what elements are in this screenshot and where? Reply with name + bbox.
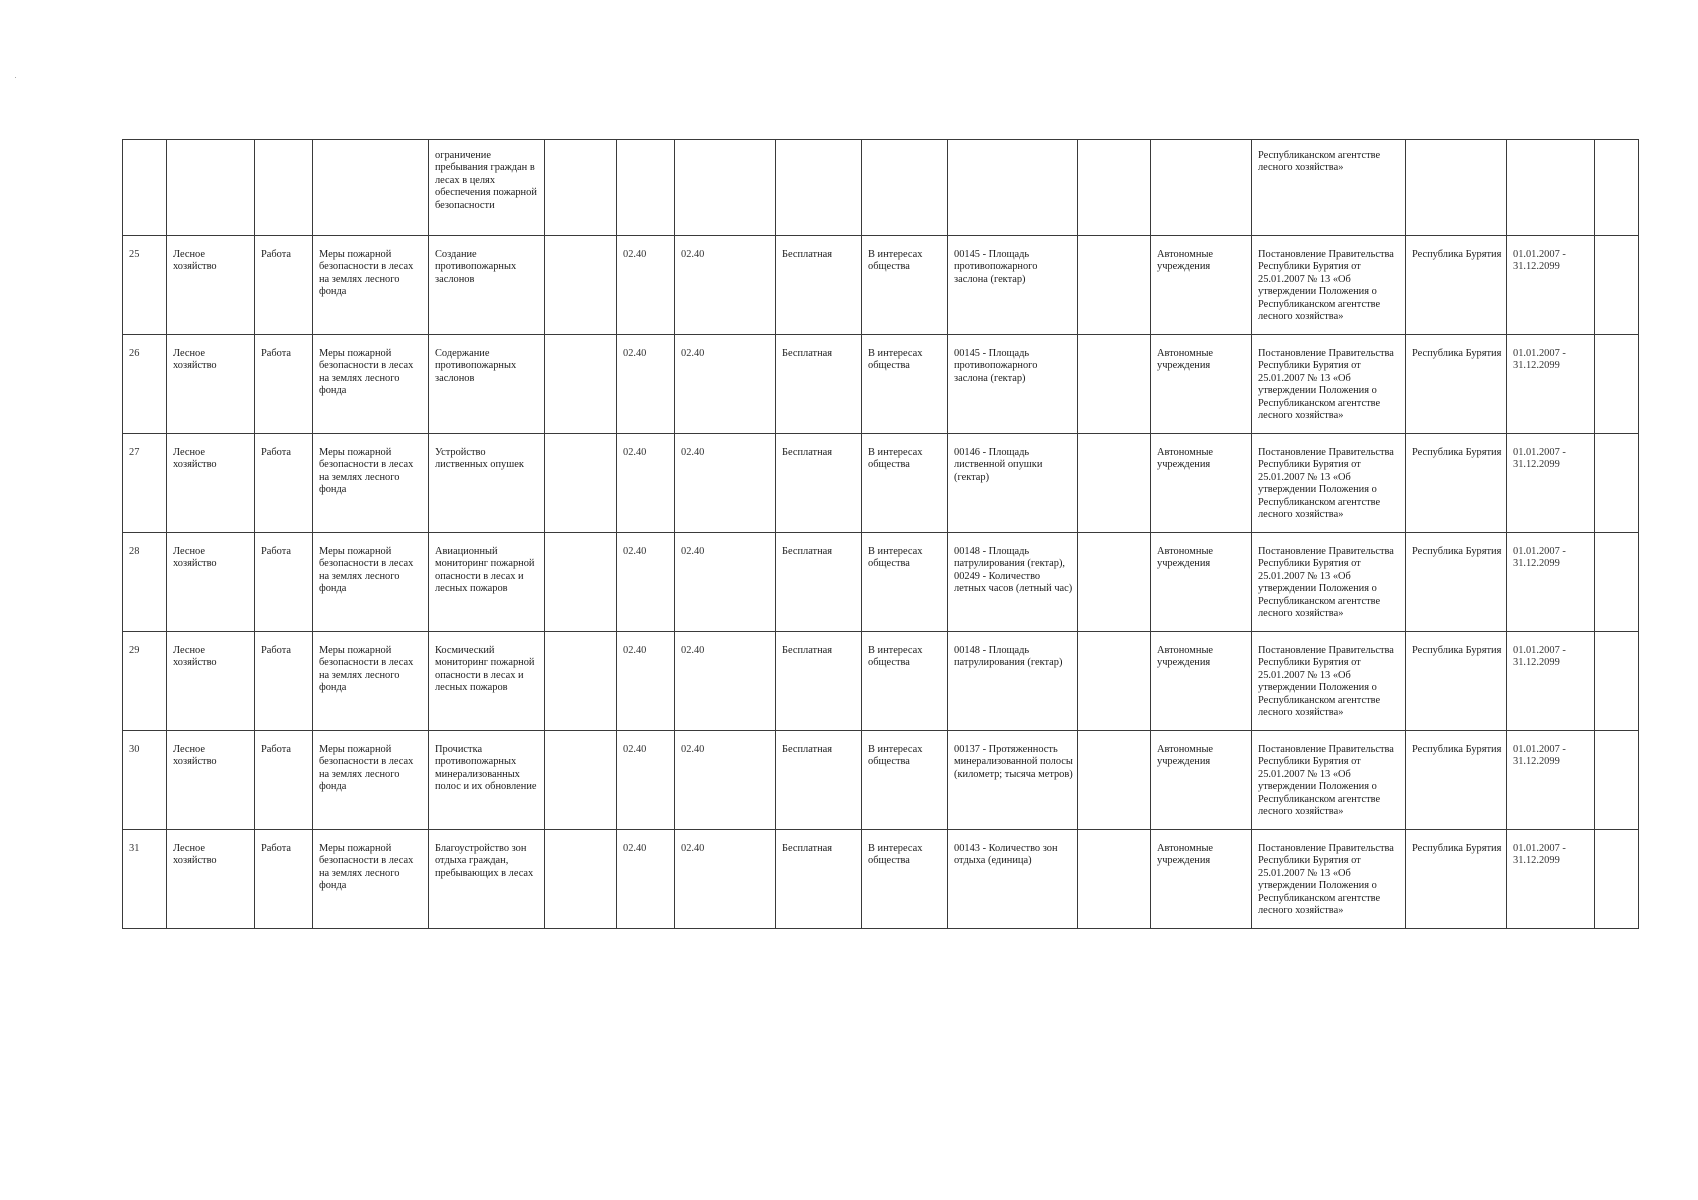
cell-period: 01.01.2007 - 31.12.2099: [1507, 533, 1595, 632]
cell-sector: Лесное хозяйство: [167, 335, 255, 434]
cell-okved-code: 02.40: [617, 830, 675, 929]
cell-period: 01.01.2007 - 31.12.2099: [1507, 434, 1595, 533]
cell-empty: [1078, 830, 1151, 929]
cell-number: 29: [123, 632, 167, 731]
cell-sector: Лесное хозяйство: [167, 632, 255, 731]
cell-sector: Лесное хозяйство: [167, 830, 255, 929]
cell-consumer-interest: В интересах общества: [862, 533, 948, 632]
table-row: [123, 434, 1639, 533]
cell-empty: [1595, 140, 1639, 236]
cell-empty: [862, 140, 948, 236]
cell-service-name: Авиационный мониторинг пожарной опасности в лесах и лесных пожаров: [429, 533, 545, 632]
cell-service-name: Благоустройство зон отдыха граждан, пребывающих в лесах: [429, 830, 545, 929]
cell-activity: Меры пожарной безопасности в лесах на землях лесного фонда: [313, 830, 429, 929]
cell-empty: [123, 140, 167, 236]
cell-volume-indicator: 00146 - Площадь лиственной опушки (гектар): [948, 434, 1078, 533]
cell-sector: Лесное хозяйство: [167, 236, 255, 335]
cell-okved-code-2: 02.40: [675, 236, 776, 335]
cell-empty: [255, 140, 313, 236]
table-row: [123, 632, 1639, 731]
cell-type: Работа: [255, 335, 313, 434]
cell-type: Работа: [255, 632, 313, 731]
cell-period: 01.01.2007 - 31.12.2099: [1507, 236, 1595, 335]
cell-type: Работа: [255, 236, 313, 335]
cell-consumer-interest: В интересах общества: [862, 236, 948, 335]
cell-payment: Бесплатная: [776, 434, 862, 533]
cell-empty: [545, 632, 617, 731]
cell-period: 01.01.2007 - 31.12.2099: [1507, 632, 1595, 731]
cell-empty: [545, 731, 617, 830]
table-row: [123, 731, 1639, 830]
cell-type: Работа: [255, 731, 313, 830]
cell-okved-code: 02.40: [617, 632, 675, 731]
cell-empty: [545, 335, 617, 434]
cell-sector: Лесное хозяйство: [167, 434, 255, 533]
cell-activity: Меры пожарной безопасности в лесах на землях лесного фонда: [313, 434, 429, 533]
cell-payment: Бесплатная: [776, 632, 862, 731]
cell-region: Республика Бурятия: [1406, 731, 1507, 830]
cell-empty: [313, 140, 429, 236]
cell-sector: Лесное хозяйство: [167, 731, 255, 830]
cell-empty: [1151, 140, 1252, 236]
cell-number: 25: [123, 236, 167, 335]
cell-okved-code-2: 02.40: [675, 335, 776, 434]
cell-number: 26: [123, 335, 167, 434]
cell-payment: Бесплатная: [776, 830, 862, 929]
cell-empty: [1078, 731, 1151, 830]
cell-consumer-interest: В интересах общества: [862, 434, 948, 533]
cell-service-name: Космический мониторинг пожарной опасности в лесах и лесных пожаров: [429, 632, 545, 731]
cell-activity: Меры пожарной безопасности в лесах на землях лесного фонда: [313, 236, 429, 335]
cell-okved-code: 02.40: [617, 335, 675, 434]
cell-okved-code: 02.40: [617, 434, 675, 533]
cell-okved-code: 02.40: [617, 533, 675, 632]
cell-volume-indicator: 00143 - Количество зон отдыха (единица): [948, 830, 1078, 929]
cell-region: Республика Бурятия: [1406, 632, 1507, 731]
cell-empty: [1595, 830, 1639, 929]
cell-empty: [776, 140, 862, 236]
cell-volume-indicator: 00148 - Площадь патрулирования (гектар), 00249 - Количество летных часов (летный час): [948, 533, 1078, 632]
cell-okved-code-2: 02.40: [675, 434, 776, 533]
cell-empty: [167, 140, 255, 236]
cell-empty: [1595, 533, 1639, 632]
table-row: [123, 335, 1639, 434]
cell-type: Работа: [255, 434, 313, 533]
cell-empty: [545, 830, 617, 929]
cell-institution-type: Автономные учреждения: [1151, 632, 1252, 731]
cell-region: Республика Бурятия: [1406, 434, 1507, 533]
cell-payment: Бесплатная: [776, 236, 862, 335]
cell-regulation: Постановление Правительства Республики Бурятия от 25.01.2007 № 13 «Об утверждении Положения о Республиканском агентстве лесного хозяйства»: [1252, 236, 1406, 335]
cell-number: 30: [123, 731, 167, 830]
cell-sector: Лесное хозяйство: [167, 533, 255, 632]
cell-empty: [1595, 434, 1639, 533]
cell-empty: [1078, 335, 1151, 434]
cell-type: Работа: [255, 830, 313, 929]
table-row: [123, 236, 1639, 335]
cell-okved-code-2: 02.40: [675, 533, 776, 632]
cell-number: 31: [123, 830, 167, 929]
cell-institution-type: Автономные учреждения: [1151, 434, 1252, 533]
cell-empty: [1507, 140, 1595, 236]
cell-empty: [1078, 140, 1151, 236]
cell-institution-type: Автономные учреждения: [1151, 236, 1252, 335]
cell-regulation: Постановление Правительства Республики Бурятия от 25.01.2007 № 13 «Об утверждении Положения о Республиканском агентстве лесного хозяйства»: [1252, 830, 1406, 929]
cell-consumer-interest: В интересах общества: [862, 830, 948, 929]
table-row-continued: [123, 140, 1639, 236]
cell-regulation: Постановление Правительства Республики Бурятия от 25.01.2007 № 13 «Об утверждении Положения о Республиканском агентстве лесного хозяйства»: [1252, 533, 1406, 632]
cell-empty: [545, 533, 617, 632]
cell-service-name: Прочистка противопожарных минерализованных полос и их обновление: [429, 731, 545, 830]
cell-empty: [1078, 533, 1151, 632]
cell-okved-code-2: 02.40: [675, 731, 776, 830]
cell-empty: [1078, 632, 1151, 731]
cell-institution-type: Автономные учреждения: [1151, 731, 1252, 830]
cell-empty: [1078, 434, 1151, 533]
cell-empty: [545, 434, 617, 533]
cell-okved-code: 02.40: [617, 236, 675, 335]
cell-volume-indicator: 00145 - Площадь противопожарного заслона (гектар): [948, 335, 1078, 434]
cell-region: Республика Бурятия: [1406, 236, 1507, 335]
cell-payment: Бесплатная: [776, 335, 862, 434]
cell-volume-indicator: 00148 - Площадь патрулирования (гектар): [948, 632, 1078, 731]
cell-region: Республика Бурятия: [1406, 335, 1507, 434]
cell-number: 27: [123, 434, 167, 533]
cell-institution-type: Автономные учреждения: [1151, 533, 1252, 632]
cell-okved-code: 02.40: [617, 731, 675, 830]
table-row: [123, 830, 1639, 929]
cell-regulation: Республиканском агентстве лесного хозяйства»: [1252, 140, 1406, 236]
cell-empty: [1595, 236, 1639, 335]
cell-activity: Меры пожарной безопасности в лесах на землях лесного фонда: [313, 632, 429, 731]
cell-empty: [948, 140, 1078, 236]
cell-empty: [1078, 236, 1151, 335]
cell-institution-type: Автономные учреждения: [1151, 830, 1252, 929]
services-register-table: [122, 139, 1639, 929]
table-row: [123, 533, 1639, 632]
cell-type: Работа: [255, 533, 313, 632]
cell-volume-indicator: 00145 - Площадь противопожарного заслона (гектар): [948, 236, 1078, 335]
cell-empty: [1406, 140, 1507, 236]
cell-payment: Бесплатная: [776, 731, 862, 830]
cell-region: Республика Бурятия: [1406, 830, 1507, 929]
cell-service-name: Устройство лиственных опушек: [429, 434, 545, 533]
cell-period: 01.01.2007 - 31.12.2099: [1507, 830, 1595, 929]
cell-institution-type: Автономные учреждения: [1151, 335, 1252, 434]
cell-period: 01.01.2007 - 31.12.2099: [1507, 731, 1595, 830]
cell-regulation: Постановление Правительства Республики Бурятия от 25.01.2007 № 13 «Об утверждении Положения о Республиканском агентстве лесного хозяйства»: [1252, 731, 1406, 830]
cell-empty: [1595, 731, 1639, 830]
cell-empty: [1595, 632, 1639, 731]
cell-okved-code-2: 02.40: [675, 632, 776, 731]
cell-okved-code-2: 02.40: [675, 830, 776, 929]
cell-activity: Меры пожарной безопасности в лесах на землях лесного фонда: [313, 533, 429, 632]
cell-service-name: Содержание противопожарных заслонов: [429, 335, 545, 434]
cell-consumer-interest: В интересах общества: [862, 335, 948, 434]
cell-activity: Меры пожарной безопасности в лесах на землях лесного фонда: [313, 335, 429, 434]
cell-consumer-interest: В интересах общества: [862, 731, 948, 830]
cell-regulation: Постановление Правительства Республики Бурятия от 25.01.2007 № 13 «Об утверждении Положения о Республиканском агентстве лесного хозяйства»: [1252, 335, 1406, 434]
cell-regulation: Постановление Правительства Республики Бурятия от 25.01.2007 № 13 «Об утверждении Положения о Республиканском агентстве лесного хозяйства»: [1252, 632, 1406, 731]
cell-region: Республика Бурятия: [1406, 533, 1507, 632]
cell-period: 01.01.2007 - 31.12.2099: [1507, 335, 1595, 434]
cell-service-name: ограничение пребывания граждан в лесах в целях обеспечения пожарной безопасности: [429, 140, 545, 236]
cell-service-name: Создание противопожарных заслонов: [429, 236, 545, 335]
cell-number: 28: [123, 533, 167, 632]
cell-empty: [675, 140, 776, 236]
cell-empty: [545, 236, 617, 335]
cell-empty: [545, 140, 617, 236]
cell-activity: Меры пожарной безопасности в лесах на землях лесного фонда: [313, 731, 429, 830]
cell-regulation: Постановление Правительства Республики Бурятия от 25.01.2007 № 13 «Об утверждении Положения о Республиканском агентстве лесного хозяйства»: [1252, 434, 1406, 533]
cell-empty: [1595, 335, 1639, 434]
cell-consumer-interest: В интересах общества: [862, 632, 948, 731]
cell-volume-indicator: 00137 - Протяженность минерализованной полосы (километр; тысяча метров): [948, 731, 1078, 830]
cell-empty: [617, 140, 675, 236]
cell-payment: Бесплатная: [776, 533, 862, 632]
scan-speck: ·: [14, 72, 17, 82]
